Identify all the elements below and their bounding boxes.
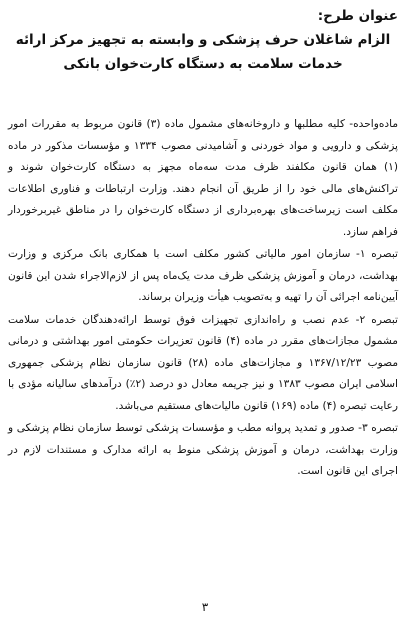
document-page: [8, 6, 398, 620]
title-line-2: خدمات سلامت به دستگاه کارت‌خوان بانکی: [63, 56, 343, 72]
title-line-1: الزام شاغلان حرف پزشکی و وابسته به تجهیز مرکز ارائه: [15, 32, 391, 48]
title-heading-label: عنوان طرح:: [317, 8, 398, 24]
body-text: [8, 114, 398, 483]
note-1-paragraph: تبصره ۱- سازمان امور مالیاتی کشور مکلف است با همکاری بانک مرکزی و وزارت بهداشت، درمان و آموزش پزشکی ظرف مدت یک‌ماه پس از لازم‌الاجراء شدن این قانون آیین‌نامه اجرائی آن را تهیه و به‌تصویب هیأت وزیران برساند.: [8, 248, 398, 303]
article-paragraph: ماده‌واحده- کلیه مطلبها و داروخانه‌های مشمول ماده (۳) قانون مربوط به مقررات امور پزشکی و دارویی و مواد خوردنی و آشامیدنی مصوب ۱۳۳۴ و مؤسسات مذکور در ماده (۱) همان قانون مکلفند ظرف مدت سه‌ماه مجهز به دستگاه کارت‌خوان شوند و تراکنش‌های مالی خود را از طریق آن انجام دهند. وزارت ارتباطات و فناوری اطلاعات مکلف است زیرساخت‌های بهره‌برداری از دستگاه کارت‌خوان را در مناطق غیربرخوردار فراهم سازد.: [8, 118, 398, 238]
title-block: [8, 28, 398, 76]
page-number: ۳: [201, 600, 209, 614]
note-3-paragraph: تبصره ۳- صدور و تمدید پروانه مطب و مؤسسات پزشکی توسط سازمان نظام پزشکی و وزارت بهداشت، درمان و آموزش پزشکی منوط به ارائه مدارک و مستندات لازم در اجرای این قانون است.: [8, 422, 398, 477]
note-2-paragraph: تبصره ۲- عدم نصب و راه‌اندازی تجهیزات فوق توسط ارائه‌دهندگان خدمات سلامت مشمول مجازات‌های مقرر در ماده (۴) قانون تعزیرات حکومتی امور بهداشتی و درمانی مصوب ۱۳۶۷/۱۲/۲۳ و مجازات‌های ماده (۲۸) قانون سازمان نظام پزشکی جمهوری اسلامی ایران مصوب ۱۳۸۳ و نیز جریمه معادل دو درصد (۲٪) درآمدهای سالیانه مؤدی با رعایت تبصره (۴) ماده (۱۶۹) قانون مالیات‌های مستقیم می‌باشد.: [8, 313, 399, 412]
